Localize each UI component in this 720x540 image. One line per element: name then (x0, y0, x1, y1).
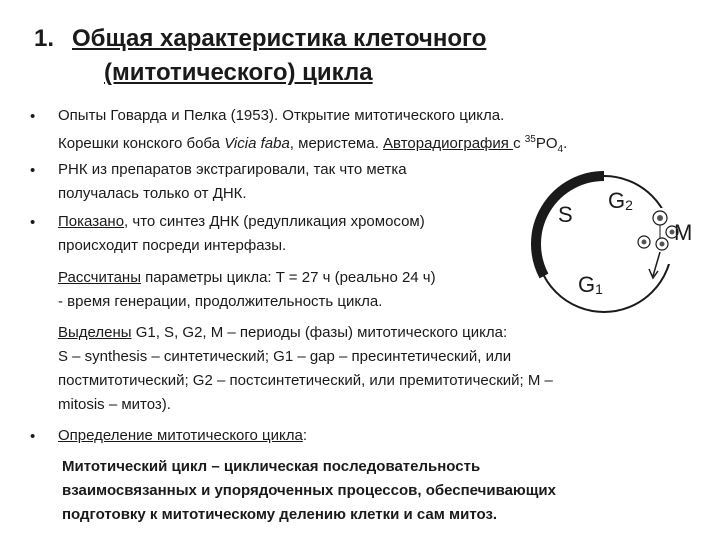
bullet-1-end: . (563, 135, 568, 152)
identified-link[interactable]: Выделены (58, 324, 132, 341)
bullet-2-line-2: получалась только от ДНК. (58, 185, 247, 202)
title-line-2: (митотического) цикла (104, 59, 373, 86)
phase-label-s: S (558, 202, 573, 227)
definition-line-2: взаимосвязанных и упорядоченных процессов, обеспечивающих (62, 482, 556, 499)
definition-link[interactable]: Определение митотического цикла (58, 427, 303, 444)
definition-line-1: Митотический цикл – циклическая последовательность (62, 458, 481, 475)
calculated-link[interactable]: Рассчитаны (58, 269, 141, 286)
bullet-3-text: , что синтез ДНК (редупликация хромосом) (124, 213, 425, 230)
cell-cycle-diagram (520, 168, 720, 318)
bullet-3-line-1 (58, 212, 425, 232)
bullet-4-line (58, 426, 307, 446)
definition-line-3: подготовку к митотическому делению клетки и сам митоз. (62, 506, 498, 523)
bullet-1-c: с (513, 135, 525, 152)
cell-nucleus-icon (657, 215, 663, 221)
bullet-marker: • (30, 214, 36, 231)
phases-line-1 (58, 323, 507, 343)
bullet-1-text: Корешки конского боба (58, 135, 225, 152)
bullet-marker: • (30, 108, 36, 125)
autoradiography-link[interactable]: Авторадиография (383, 135, 514, 152)
phosphate-subscript: 4 (557, 144, 564, 155)
calc-line-2: - время генерации, продолжительность цикла. (58, 293, 383, 310)
phase-label-g1: G1 (578, 272, 603, 297)
bullet-1-text-mid: , меристема. (289, 135, 384, 152)
cell-nucleus-icon (642, 240, 647, 245)
bullet-3-line-2: происходит посреди интерфазы. (58, 237, 287, 254)
isotope-number: 35 (524, 134, 536, 145)
calc-line-1 (58, 268, 436, 288)
bullet-4-colon: : (302, 427, 308, 444)
phases-line-3: постмитотический; G2 – постсинтетический, или премитотический; M – (58, 372, 553, 389)
title-number: 1. (34, 25, 55, 52)
phosphate: PO (535, 135, 558, 152)
bullet-2-line-1: РНК из препаратов экстрагировали, так что метка (58, 161, 407, 178)
calc-text: параметры цикла: T = 27 ч (реально 24 ч) (140, 269, 436, 286)
bullet-1-line-2 (58, 130, 567, 160)
vicia-faba-italic: Vicia faba (224, 135, 290, 152)
title-line-1: Общая характеристика клеточного (72, 25, 487, 52)
phases-line-2: S – synthesis – синтетический; G1 – gap – пресинтетический, или (58, 348, 512, 365)
bullet-marker: • (30, 428, 36, 445)
phases-text: G1, S, G2, M – периоды (фазы) митотического цикла: (131, 324, 508, 341)
bullet-1-line-1: Опыты Говарда и Пелка (1953). Открытие митотического цикла. (58, 107, 505, 124)
phase-label-m: M (674, 220, 693, 245)
phase-label-g2: G2 (608, 188, 633, 213)
cell-nucleus-icon (660, 242, 665, 247)
phases-line-4: mitosis – митоз). (58, 396, 171, 413)
bullet-marker: • (30, 162, 36, 179)
shown-link[interactable]: Показано (58, 213, 125, 230)
